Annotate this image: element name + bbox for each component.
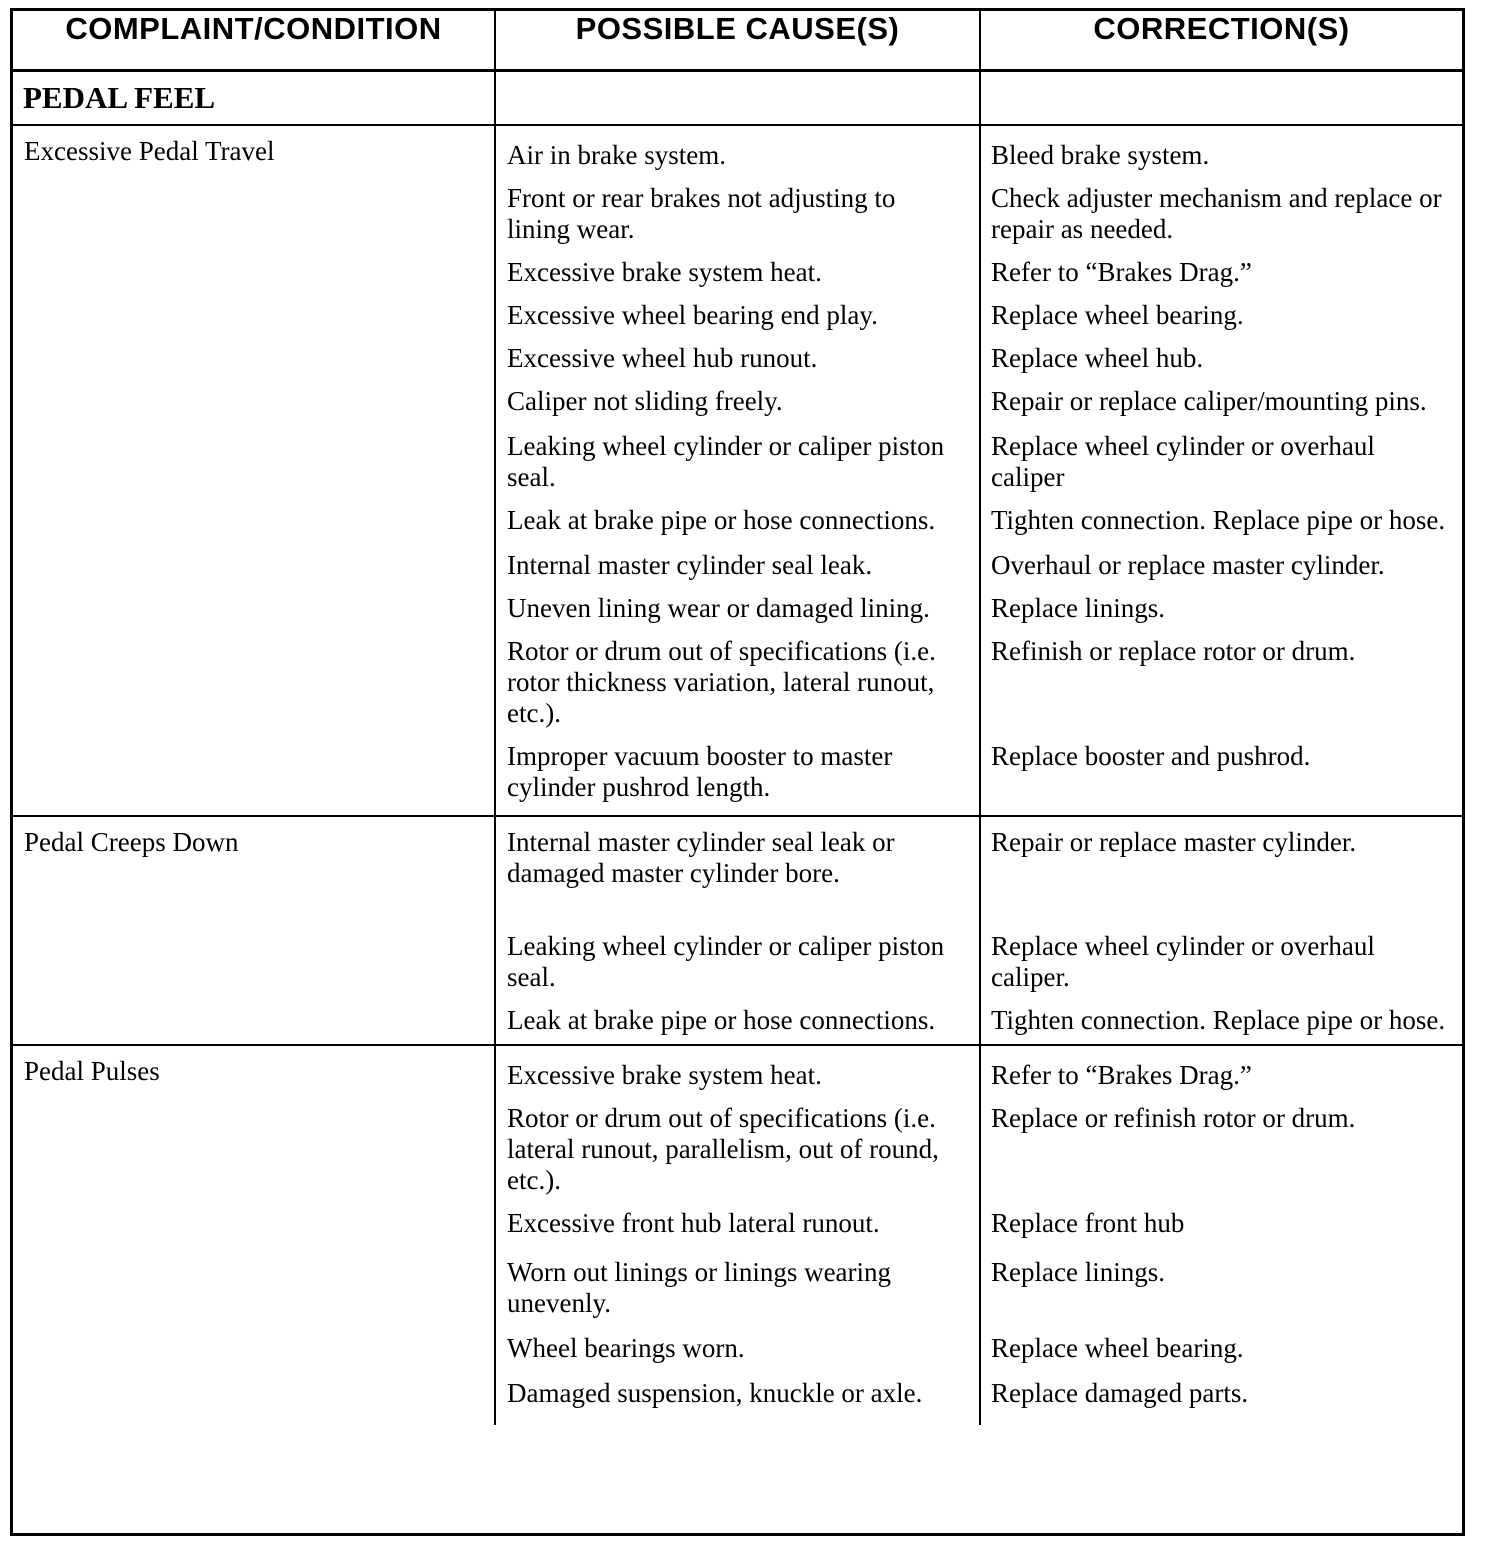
possible-cause-text: Caliper not sliding freely. [496, 374, 981, 417]
possible-cause-text: Front or rear brakes not adjusting to lining wear. [496, 171, 981, 245]
cause-correction-pair [496, 331, 1462, 374]
cause-correction-pair [496, 1239, 1462, 1319]
possible-cause-text: Internal master cylinder seal leak or damaged master cylinder bore. [496, 817, 981, 889]
correction-text: Replace damaged parts. [991, 1378, 1249, 1408]
header-complaint: COMPLAINT/CONDITION [13, 11, 495, 71]
cause-correction-pair [496, 817, 1462, 889]
possible-cause-text: Leaking wheel cylinder or caliper piston seal. [496, 417, 981, 493]
complaint-label: Pedal Pulses [24, 1056, 160, 1086]
complaint-cell [13, 816, 495, 1045]
cause-correction-cell [495, 1045, 1462, 1425]
possible-cause-text: Worn out linings or linings wearing unevenly. [496, 1239, 981, 1319]
possible-cause-text: Uneven lining wear or damaged lining. [496, 581, 981, 624]
possible-cause-text: Excessive front hub lateral runout. [496, 1196, 981, 1239]
cause-correction-pair [496, 1091, 1462, 1196]
possible-cause-text: Excessive wheel hub runout. [496, 331, 981, 374]
possible-cause-text: Wheel bearings worn. [496, 1319, 981, 1364]
possible-cause-text: Damaged suspension, knuckle or axle. [496, 1364, 981, 1425]
cause-correction-pair [496, 581, 1462, 624]
cause-correction-pair [496, 417, 1462, 493]
complaint-group-row [13, 125, 1462, 816]
cause-correction-cell [495, 816, 1462, 1045]
complaint-label: Pedal Creeps Down [24, 827, 239, 857]
possible-cause-text: Excessive wheel bearing end play. [496, 288, 981, 331]
correction-text: Repair or replace master cylinder. [991, 827, 1357, 857]
correction-text: Replace wheel bearing. [991, 300, 1244, 330]
cause-correction-pair [496, 624, 1462, 729]
correction-text: Refer to “Brakes Drag.” [991, 1060, 1252, 1090]
correction-text: Overhaul or replace master cylinder. [991, 550, 1385, 580]
cause-correction-pair [496, 1046, 1462, 1091]
cause-correction-pair [496, 1364, 1462, 1425]
section-row [13, 71, 1462, 126]
complaint-label: Excessive Pedal Travel [24, 136, 275, 166]
possible-cause-text: Excessive brake system heat. [496, 245, 981, 288]
correction-text: Bleed brake system. [991, 140, 1210, 170]
cause-correction-pair [496, 993, 1462, 1044]
cause-correction-pair [496, 536, 1462, 581]
cause-correction-pair [496, 729, 1462, 815]
correction-text: Check adjuster mechanism and replace or repair as needed. [991, 183, 1442, 244]
cause-correction-pair [496, 889, 1462, 993]
header-correction: CORRECTION(S) [980, 11, 1462, 71]
table-header-row [13, 11, 1462, 71]
cause-correction-pair [496, 245, 1462, 288]
correction-text: Replace wheel bearing. [991, 1333, 1244, 1363]
correction-text: Replace front hub [991, 1208, 1185, 1238]
correction-text: Tighten connection. Replace pipe or hose. [991, 505, 1446, 535]
complaint-group-row [13, 1045, 1462, 1425]
cause-correction-pair [496, 288, 1462, 331]
complaint-group-row [13, 816, 1462, 1045]
complaint-cell [13, 1045, 495, 1425]
header-cause: POSSIBLE CAUSE(S) [495, 11, 980, 71]
possible-cause-text: Rotor or drum out of specifications (i.e. lateral runout, parallelism, out of round, etc.). [496, 1091, 981, 1196]
cause-correction-pair [496, 126, 1462, 171]
correction-text: Replace wheel hub. [991, 343, 1204, 373]
cause-correction-pair [496, 1196, 1462, 1239]
cause-correction-pair [496, 1319, 1462, 1364]
diagnosis-table-sheet [10, 8, 1465, 1536]
correction-text: Replace linings. [991, 593, 1165, 623]
correction-text: Repair or replace caliper/mounting pins. [991, 386, 1427, 416]
correction-text: Replace booster and pushrod. [991, 741, 1311, 771]
cause-correction-cell [495, 125, 1462, 816]
cause-correction-pair [496, 374, 1462, 417]
section-title: PEDAL FEEL [23, 80, 216, 115]
correction-text: Replace linings. [991, 1257, 1165, 1287]
possible-cause-text: Excessive brake system heat. [496, 1046, 981, 1091]
correction-text: Replace or refinish rotor or drum. [991, 1103, 1356, 1133]
possible-cause-text: Rotor or drum out of specifications (i.e. rotor thickness variation, lateral runout, etc.). [496, 624, 981, 729]
complaint-cell [13, 125, 495, 816]
possible-cause-text: Air in brake system. [496, 126, 981, 171]
possible-cause-text: Improper vacuum booster to master cylinder pushrod length. [496, 729, 981, 815]
correction-text: Replace wheel cylinder or overhaul caliper. [991, 931, 1375, 992]
possible-cause-text: Leak at brake pipe or hose connections. [496, 493, 981, 536]
diagnosis-table [13, 11, 1462, 1425]
correction-text: Replace wheel cylinder or overhaul caliper [991, 431, 1375, 492]
cause-correction-pair [496, 493, 1462, 536]
correction-text: Refer to “Brakes Drag.” [991, 257, 1252, 287]
cause-correction-pair [496, 171, 1462, 245]
possible-cause-text: Internal master cylinder seal leak. [496, 536, 981, 581]
possible-cause-text: Leaking wheel cylinder or caliper piston seal. [496, 889, 981, 993]
possible-cause-text: Leak at brake pipe or hose connections. [496, 993, 981, 1044]
correction-text: Tighten connection. Replace pipe or hose. [991, 1005, 1446, 1035]
correction-text: Refinish or replace rotor or drum. [991, 636, 1356, 666]
